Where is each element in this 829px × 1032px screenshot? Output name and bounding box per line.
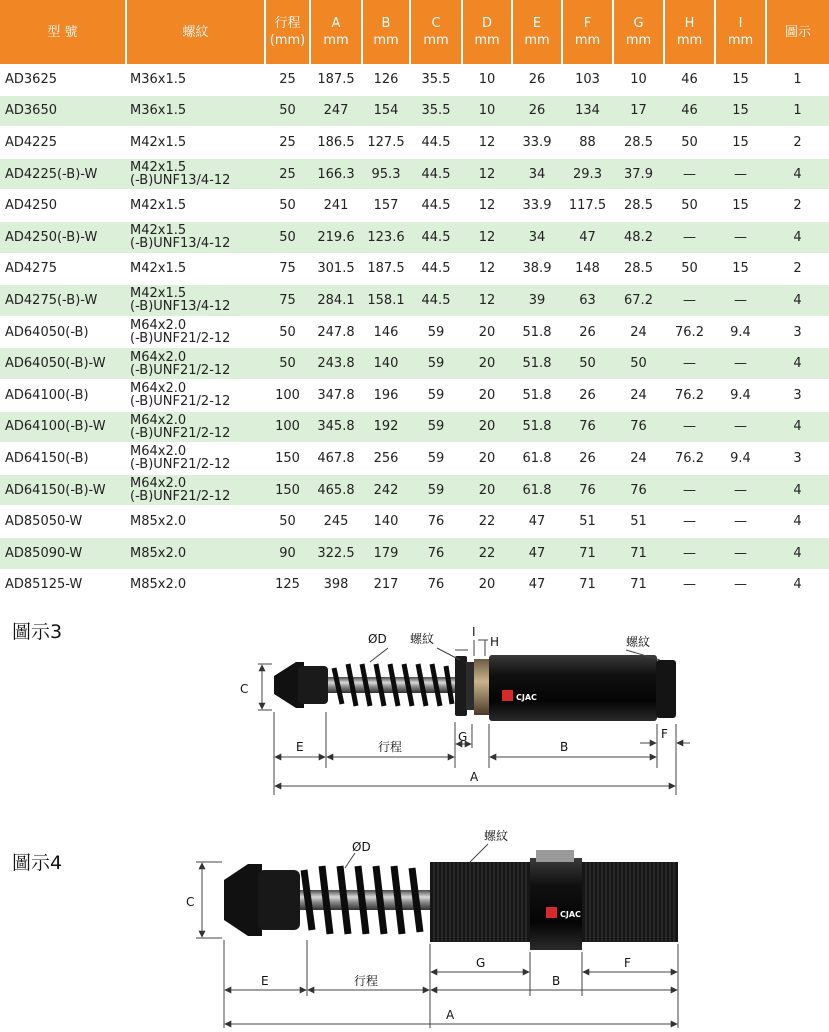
- thread-line1: M42x1.5: [130, 134, 187, 150]
- value-cell-g: 67.2: [613, 285, 664, 317]
- figure3-brand-logo: CJAC: [516, 693, 537, 702]
- value-cell-e: 47: [512, 506, 562, 538]
- value-cell-b: 217: [362, 569, 410, 601]
- value-cell-d: 12: [462, 285, 512, 317]
- value-cell-g: 28.5: [613, 127, 664, 159]
- value-cell-fig: 2: [766, 253, 829, 285]
- value-cell-fig: 4: [766, 158, 829, 190]
- value-cell-g: 17: [613, 95, 664, 127]
- value-cell-h: 76.2: [664, 443, 715, 475]
- value-cell-g: 24: [613, 316, 664, 348]
- value-cell-c: 76: [410, 537, 462, 569]
- value-cell-stroke: 50: [265, 348, 310, 380]
- value-cell-a: 166.3: [310, 158, 362, 190]
- value-cell-i: —: [715, 221, 766, 253]
- value-cell-f: 71: [562, 537, 613, 569]
- column-header-line2: (mm): [269, 33, 306, 48]
- value-cell-i: —: [715, 569, 766, 601]
- thread-line1: M42x1.5: [130, 261, 187, 277]
- value-cell-a: 219.6: [310, 221, 362, 253]
- value-cell-fig: 4: [766, 285, 829, 317]
- model-cell: AD3625: [0, 64, 126, 95]
- value-cell-e: 61.8: [512, 474, 562, 506]
- value-cell-h: —: [664, 221, 715, 253]
- thread-line1: M64x2.0: [130, 444, 187, 460]
- value-cell-a: 465.8: [310, 474, 362, 506]
- thread-line2: (-B)UNF13/4-12: [130, 236, 231, 252]
- model-cell: AD4225: [0, 127, 126, 159]
- value-cell-f: 76: [562, 411, 613, 443]
- model-cell: AD4250(-B)-W: [0, 221, 126, 253]
- value-cell-e: 34: [512, 221, 562, 253]
- value-cell-stroke: 25: [265, 158, 310, 190]
- thread-line1: M64x2.0: [130, 349, 187, 365]
- value-cell-b: 140: [362, 506, 410, 538]
- value-cell-i: —: [715, 348, 766, 380]
- value-cell-i: 15: [715, 127, 766, 159]
- column-header-line1: A: [331, 16, 341, 31]
- column-header-line1: E: [532, 16, 542, 31]
- value-cell-f: 29.3: [562, 158, 613, 190]
- value-cell-d: 20: [462, 348, 512, 380]
- model-cell: AD85090-W: [0, 537, 126, 569]
- value-cell-i: 15: [715, 95, 766, 127]
- value-cell-i: —: [715, 285, 766, 317]
- thread-line2: (-B)UNF13/4-12: [130, 299, 231, 315]
- value-cell-f: 50: [562, 348, 613, 380]
- thread-line1: M42x1.5: [130, 160, 187, 176]
- value-cell-e: 51.8: [512, 348, 562, 380]
- thread-line1: M85x2.0: [130, 545, 187, 561]
- thread-line2: (-B)UNF21/2-12: [130, 489, 231, 505]
- value-cell-stroke: 50: [265, 221, 310, 253]
- value-cell-i: —: [715, 158, 766, 190]
- model-cell: AD4250: [0, 190, 126, 222]
- value-cell-g: 76: [613, 474, 664, 506]
- figure3-label-stroke: 行程: [378, 740, 403, 754]
- value-cell-g: 51: [613, 506, 664, 538]
- value-cell-f: 134: [562, 95, 613, 127]
- thread-line1: M36x1.5: [130, 103, 187, 119]
- figure4-label-b: B: [552, 974, 561, 988]
- value-cell-f: 26: [562, 316, 613, 348]
- value-cell-a: 187.5: [310, 64, 362, 95]
- column-header-line1: H: [684, 16, 695, 31]
- value-cell-d: 20: [462, 411, 512, 443]
- value-cell-b: 158.1: [362, 285, 410, 317]
- model-cell: AD64100(-B): [0, 379, 126, 411]
- value-cell-a: 186.5: [310, 127, 362, 159]
- figure4-brand-logo: CJAC: [560, 910, 581, 919]
- value-cell-c: 44.5: [410, 158, 462, 190]
- value-cell-c: 44.5: [410, 190, 462, 222]
- model-cell: AD4275: [0, 253, 126, 285]
- value-cell-d: 20: [462, 379, 512, 411]
- value-cell-g: 28.5: [613, 253, 664, 285]
- value-cell-b: 256: [362, 443, 410, 475]
- column-header-line2: mm: [524, 33, 550, 48]
- value-cell-d: 12: [462, 253, 512, 285]
- column-header-line2: mm: [373, 33, 399, 48]
- value-cell-f: 51: [562, 506, 613, 538]
- value-cell-i: 9.4: [715, 443, 766, 475]
- thread-line1: M64x2.0: [130, 318, 187, 334]
- thread-line1: M64x2.0: [130, 412, 187, 428]
- value-cell-b: 157: [362, 190, 410, 222]
- value-cell-c: 59: [410, 316, 462, 348]
- figure3-label-h: H: [490, 635, 500, 649]
- value-cell-stroke: 25: [265, 64, 310, 95]
- value-cell-e: 51.8: [512, 411, 562, 443]
- column-header-line1: 行程: [274, 16, 301, 31]
- value-cell-stroke: 50: [265, 316, 310, 348]
- value-cell-e: 38.9: [512, 253, 562, 285]
- value-cell-b: 123.6: [362, 221, 410, 253]
- value-cell-stroke: 150: [265, 474, 310, 506]
- value-cell-stroke: 75: [265, 285, 310, 317]
- value-cell-i: —: [715, 537, 766, 569]
- figure4-label-stroke: 行程: [354, 974, 379, 988]
- value-cell-e: 47: [512, 537, 562, 569]
- value-cell-i: —: [715, 474, 766, 506]
- value-cell-e: 51.8: [512, 316, 562, 348]
- value-cell-b: 187.5: [362, 253, 410, 285]
- value-cell-d: 22: [462, 506, 512, 538]
- thread-line1: M42x1.5: [130, 223, 187, 239]
- value-cell-g: 48.2: [613, 221, 664, 253]
- value-cell-h: —: [664, 474, 715, 506]
- value-cell-e: 39: [512, 285, 562, 317]
- thread-line2: (-B)UNF21/2-12: [130, 362, 231, 378]
- value-cell-d: 12: [462, 127, 512, 159]
- value-cell-c: 76: [410, 569, 462, 601]
- value-cell-e: 33.9: [512, 190, 562, 222]
- thread-line2: (-B)UNF21/2-12: [130, 394, 231, 410]
- value-cell-e: 26: [512, 95, 562, 127]
- figure4-shock-absorber: [224, 850, 678, 950]
- value-cell-h: 76.2: [664, 316, 715, 348]
- thread-line1: M85x2.0: [130, 514, 187, 530]
- value-cell-b: 196: [362, 379, 410, 411]
- value-cell-stroke: 90: [265, 537, 310, 569]
- figure3-label-f: F: [661, 727, 668, 741]
- value-cell-a: 284.1: [310, 285, 362, 317]
- value-cell-stroke: 75: [265, 253, 310, 285]
- figure3-label-i: I: [472, 625, 476, 639]
- value-cell-fig: 2: [766, 127, 829, 159]
- value-cell-c: 59: [410, 379, 462, 411]
- value-cell-fig: 4: [766, 506, 829, 538]
- value-cell-h: 50: [664, 253, 715, 285]
- value-cell-a: 467.8: [310, 443, 362, 475]
- value-cell-g: 76: [613, 411, 664, 443]
- value-cell-i: —: [715, 411, 766, 443]
- value-cell-fig: 4: [766, 537, 829, 569]
- figure4-label-a: A: [446, 1008, 455, 1022]
- model-cell: AD64150(-B): [0, 443, 126, 475]
- thread-line1: M36x1.5: [130, 71, 187, 87]
- value-cell-f: 117.5: [562, 190, 613, 222]
- value-cell-f: 26: [562, 443, 613, 475]
- value-cell-c: 35.5: [410, 95, 462, 127]
- figure4-label-g: G: [476, 956, 486, 970]
- value-cell-i: 15: [715, 64, 766, 95]
- figure3-shock-absorber: [274, 655, 676, 721]
- value-cell-fig: 4: [766, 569, 829, 601]
- model-cell: AD3650: [0, 95, 126, 127]
- thread-line1: M42x1.5: [130, 286, 187, 302]
- value-cell-stroke: 25: [265, 127, 310, 159]
- column-header-line2: mm: [423, 33, 449, 48]
- value-cell-a: 347.8: [310, 379, 362, 411]
- value-cell-d: 20: [462, 569, 512, 601]
- value-cell-i: 9.4: [715, 379, 766, 411]
- value-cell-c: 35.5: [410, 64, 462, 95]
- figure4-label-e: E: [261, 974, 269, 988]
- value-cell-g: 37.9: [613, 158, 664, 190]
- thread-line2: (-B)UNF13/4-12: [130, 173, 231, 189]
- value-cell-h: —: [664, 348, 715, 380]
- value-cell-c: 44.5: [410, 221, 462, 253]
- value-cell-a: 243.8: [310, 348, 362, 380]
- model-cell: AD85050-W: [0, 506, 126, 538]
- value-cell-g: 71: [613, 569, 664, 601]
- value-cell-i: 15: [715, 253, 766, 285]
- figure3-label-c: C: [240, 682, 249, 696]
- column-header-line2: mm: [474, 33, 500, 48]
- value-cell-i: 15: [715, 190, 766, 222]
- value-cell-a: 398: [310, 569, 362, 601]
- value-cell-c: 59: [410, 474, 462, 506]
- value-cell-d: 20: [462, 474, 512, 506]
- value-cell-fig: 3: [766, 379, 829, 411]
- value-cell-b: 242: [362, 474, 410, 506]
- value-cell-g: 71: [613, 537, 664, 569]
- value-cell-f: 103: [562, 64, 613, 95]
- value-cell-fig: 4: [766, 221, 829, 253]
- value-cell-c: 59: [410, 411, 462, 443]
- value-cell-fig: 3: [766, 443, 829, 475]
- value-cell-fig: 4: [766, 348, 829, 380]
- figure3-label-e: E: [296, 740, 304, 754]
- value-cell-c: 44.5: [410, 253, 462, 285]
- value-cell-e: 34: [512, 158, 562, 190]
- thread-line1: M64x2.0: [130, 476, 187, 492]
- column-header-line2: mm: [323, 33, 349, 48]
- model-cell: AD85125-W: [0, 569, 126, 601]
- value-cell-h: —: [664, 285, 715, 317]
- value-cell-d: 12: [462, 190, 512, 222]
- figure3-label-b: B: [560, 740, 569, 754]
- value-cell-h: 46: [664, 95, 715, 127]
- value-cell-a: 245: [310, 506, 362, 538]
- value-cell-g: 50: [613, 348, 664, 380]
- figure4-label-d: ØD: [352, 840, 371, 854]
- figure4-label-c: C: [186, 895, 195, 909]
- value-cell-b: 146: [362, 316, 410, 348]
- value-cell-a: 247.8: [310, 316, 362, 348]
- value-cell-fig: 2: [766, 190, 829, 222]
- thread-line1: M64x2.0: [130, 381, 187, 397]
- value-cell-a: 241: [310, 190, 362, 222]
- column-header-line1: 型 號: [47, 24, 78, 40]
- value-cell-b: 154: [362, 95, 410, 127]
- value-cell-e: 51.8: [512, 379, 562, 411]
- value-cell-a: 301.5: [310, 253, 362, 285]
- value-cell-c: 76: [410, 506, 462, 538]
- value-cell-b: 179: [362, 537, 410, 569]
- value-cell-fig: 3: [766, 316, 829, 348]
- value-cell-b: 95.3: [362, 158, 410, 190]
- figure3-label-thread-rear: 螺紋: [626, 635, 651, 649]
- value-cell-b: 126: [362, 64, 410, 95]
- value-cell-stroke: 125: [265, 569, 310, 601]
- value-cell-d: 10: [462, 64, 512, 95]
- thread-line2: (-B)UNF21/2-12: [130, 331, 231, 347]
- model-cell: AD64050(-B)-W: [0, 348, 126, 380]
- thread-line1: M85x2.0: [130, 577, 187, 593]
- value-cell-f: 88: [562, 127, 613, 159]
- value-cell-a: 247: [310, 95, 362, 127]
- column-header-line2: mm: [727, 33, 754, 48]
- value-cell-h: 50: [664, 127, 715, 159]
- value-cell-i: —: [715, 506, 766, 538]
- value-cell-b: 140: [362, 348, 410, 380]
- value-cell-f: 148: [562, 253, 613, 285]
- value-cell-h: 50: [664, 190, 715, 222]
- value-cell-f: 63: [562, 285, 613, 317]
- value-cell-h: —: [664, 537, 715, 569]
- value-cell-fig: 1: [766, 64, 829, 95]
- value-cell-fig: 4: [766, 411, 829, 443]
- value-cell-e: 33.9: [512, 127, 562, 159]
- model-cell: AD64150(-B)-W: [0, 474, 126, 506]
- value-cell-f: 76: [562, 474, 613, 506]
- value-cell-h: 76.2: [664, 379, 715, 411]
- value-cell-stroke: 50: [265, 506, 310, 538]
- value-cell-h: —: [664, 506, 715, 538]
- value-cell-g: 24: [613, 379, 664, 411]
- figure3-label-thread-front: 螺紋: [410, 632, 435, 646]
- thread-line2: (-B)UNF21/2-12: [130, 425, 231, 441]
- value-cell-stroke: 100: [265, 379, 310, 411]
- value-cell-c: 44.5: [410, 285, 462, 317]
- value-cell-fig: 4: [766, 474, 829, 506]
- column-header-line2: mm: [574, 33, 601, 48]
- value-cell-c: 59: [410, 443, 462, 475]
- value-cell-fig: 1: [766, 95, 829, 127]
- value-cell-g: 10: [613, 64, 664, 95]
- value-cell-b: 192: [362, 411, 410, 443]
- value-cell-h: —: [664, 158, 715, 190]
- column-header-line1: F: [583, 16, 592, 31]
- value-cell-stroke: 50: [265, 190, 310, 222]
- value-cell-d: 12: [462, 221, 512, 253]
- column-header-line1: 圖示: [784, 24, 811, 40]
- value-cell-stroke: 50: [265, 95, 310, 127]
- value-cell-stroke: 150: [265, 443, 310, 475]
- figure4-label-thread: 螺紋: [484, 829, 509, 843]
- value-cell-h: —: [664, 569, 715, 601]
- value-cell-b: 127.5: [362, 127, 410, 159]
- value-cell-f: 47: [562, 221, 613, 253]
- value-cell-h: 46: [664, 64, 715, 95]
- value-cell-d: 22: [462, 537, 512, 569]
- figure4-title: 圖示4: [12, 852, 63, 874]
- value-cell-d: 20: [462, 316, 512, 348]
- value-cell-f: 26: [562, 379, 613, 411]
- value-cell-c: 44.5: [410, 127, 462, 159]
- value-cell-e: 61.8: [512, 443, 562, 475]
- model-cell: AD4275(-B)-W: [0, 285, 126, 317]
- column-header-line1: D: [481, 16, 492, 31]
- value-cell-i: 9.4: [715, 316, 766, 348]
- column-header-line1: C: [431, 16, 441, 31]
- figure3-label-d: ØD: [368, 632, 387, 646]
- value-cell-stroke: 100: [265, 411, 310, 443]
- value-cell-e: 26: [512, 64, 562, 95]
- value-cell-g: 24: [613, 443, 664, 475]
- model-cell: AD64100(-B)-W: [0, 411, 126, 443]
- model-cell: AD64050(-B): [0, 316, 126, 348]
- column-header-line1: B: [381, 16, 391, 31]
- value-cell-d: 10: [462, 95, 512, 127]
- figure3-title: 圖示3: [12, 621, 63, 643]
- value-cell-d: 12: [462, 158, 512, 190]
- figure3-label-a: A: [470, 770, 479, 784]
- figure3-label-g: G: [458, 730, 468, 744]
- column-header-line1: 螺紋: [182, 24, 209, 40]
- value-cell-d: 20: [462, 443, 512, 475]
- value-cell-a: 345.8: [310, 411, 362, 443]
- column-header-line2: mm: [676, 33, 703, 48]
- model-cell: AD4225(-B)-W: [0, 158, 126, 190]
- value-cell-a: 322.5: [310, 537, 362, 569]
- column-header-line2: mm: [625, 33, 652, 48]
- figure4-label-f: F: [624, 956, 631, 970]
- thread-line1: M42x1.5: [130, 198, 187, 214]
- value-cell-c: 59: [410, 348, 462, 380]
- value-cell-h: —: [664, 411, 715, 443]
- column-header-line1: I: [738, 16, 743, 31]
- value-cell-g: 28.5: [613, 190, 664, 222]
- value-cell-e: 47: [512, 569, 562, 601]
- thread-line2: (-B)UNF21/2-12: [130, 457, 231, 473]
- column-header-line1: G: [633, 16, 644, 31]
- value-cell-f: 71: [562, 569, 613, 601]
